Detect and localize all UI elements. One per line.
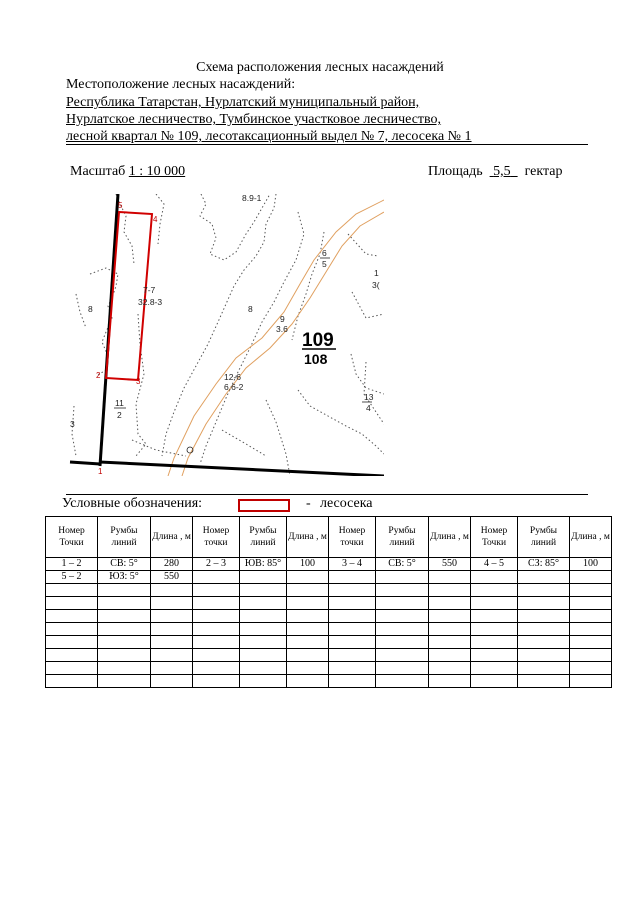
table-cell (429, 649, 471, 662)
table-cell (46, 649, 98, 662)
table-cell (429, 571, 471, 584)
table-cell (570, 623, 612, 636)
table-cell (570, 649, 612, 662)
table-cell (518, 623, 570, 636)
table-body (46, 558, 612, 688)
table-cell (46, 623, 98, 636)
table-cell (98, 597, 151, 610)
table-row (46, 623, 612, 636)
points-table (45, 516, 612, 688)
label-mid-8: 8 (248, 304, 253, 314)
table-cell (193, 584, 240, 597)
table-cell (240, 662, 287, 675)
label-13: 13 (364, 392, 374, 402)
table-cell (287, 610, 329, 623)
table-cell (151, 636, 193, 649)
table-cell (287, 597, 329, 610)
table-cell (518, 649, 570, 662)
table-cell (287, 649, 329, 662)
plot-outline (106, 212, 152, 380)
table-cell (518, 675, 570, 688)
table-cell (376, 571, 429, 584)
table-row (46, 636, 612, 649)
location-heading: Местоположение лесных насаждений: (66, 77, 296, 92)
label-plot-2: 32.8-3 (138, 297, 163, 307)
table-cell (98, 584, 151, 597)
table-cell (376, 636, 429, 649)
table-cell: 100 (287, 558, 329, 571)
table-cell (376, 675, 429, 688)
table-cell (429, 636, 471, 649)
table-cell (570, 571, 612, 584)
area-label: Площадь (428, 164, 483, 179)
table-cell (429, 610, 471, 623)
table-cell (98, 662, 151, 675)
table-cell (240, 649, 287, 662)
table-cell: СВ: 5° (98, 558, 151, 571)
table-cell (376, 623, 429, 636)
legend-dash: - (306, 496, 311, 511)
table-cell (429, 675, 471, 688)
location-line-2: Нурлатское лесничество, Тумбинское участковое лесничество, (66, 112, 442, 127)
table-cell: 4 – 5 (471, 558, 518, 571)
table-row (46, 571, 612, 584)
table-cell (471, 649, 518, 662)
table-cell (329, 597, 376, 610)
table-cell (240, 597, 287, 610)
label-r1: 1 (374, 268, 379, 278)
table-header-cell: Длина , м (429, 517, 471, 558)
table-cell (46, 584, 98, 597)
table-row (46, 558, 612, 571)
table-row (46, 584, 612, 597)
table-cell (98, 649, 151, 662)
table-cell (518, 636, 570, 649)
point-5: 5 (118, 201, 123, 210)
table-cell (193, 610, 240, 623)
table-cell (240, 584, 287, 597)
table-cell (471, 675, 518, 688)
label-2: 2 (117, 410, 122, 420)
road-lines (168, 200, 384, 476)
area-info (428, 164, 563, 180)
forest-plot-map (66, 194, 384, 476)
table-header-cell: Румбы линий (240, 517, 287, 558)
table-cell (193, 636, 240, 649)
label-top: 8.9-1 (242, 194, 262, 203)
table-cell (570, 662, 612, 675)
header-separator (66, 144, 588, 145)
table-cell: 5 – 2 (46, 571, 98, 584)
table-cell (376, 597, 429, 610)
table-cell (287, 662, 329, 675)
legend-plot-symbol (238, 499, 290, 512)
table-cell (471, 636, 518, 649)
table-cell (570, 636, 612, 649)
table-cell (151, 597, 193, 610)
forest-boundaries (72, 194, 384, 476)
table-cell (151, 610, 193, 623)
table-cell (151, 662, 193, 675)
table-cell (287, 675, 329, 688)
table-cell (287, 636, 329, 649)
table-cell (98, 610, 151, 623)
table-cell (471, 623, 518, 636)
table-cell (518, 662, 570, 675)
label-plot: 7-7 (143, 285, 156, 295)
table-header-cell: Румбы линий (98, 517, 151, 558)
point-3: 3 (136, 377, 141, 386)
table-cell: ЮЗ: 5° (98, 571, 151, 584)
table-cell (193, 675, 240, 688)
table-header-cell: Номер точки (329, 517, 376, 558)
table-cell (240, 623, 287, 636)
table-header-cell: Номер точки (193, 517, 240, 558)
label-left-8: 8 (88, 304, 93, 314)
legend-text: лесосека (320, 496, 373, 511)
table-cell (329, 636, 376, 649)
table-cell (151, 584, 193, 597)
table-cell (329, 675, 376, 688)
table-cell (287, 584, 329, 597)
table-header-cell: Номер Точки (46, 517, 98, 558)
table-header-cell: Длина , м (151, 517, 193, 558)
table-cell: 3 – 4 (329, 558, 376, 571)
table-cell (518, 610, 570, 623)
table-cell (46, 675, 98, 688)
table-cell (329, 584, 376, 597)
label-4: 4 (366, 403, 371, 413)
table-row (46, 610, 612, 623)
label-5: 5 (322, 259, 327, 269)
table-cell (429, 662, 471, 675)
table-row (46, 649, 612, 662)
quarter-number: 109 (302, 330, 334, 351)
table-cell (376, 649, 429, 662)
table-cell (240, 675, 287, 688)
quarter-neighbor: 108 (304, 351, 328, 367)
table-cell (46, 597, 98, 610)
table-cell (98, 675, 151, 688)
point-2: 2 (96, 371, 101, 380)
label-9: 9 (280, 314, 285, 324)
table-cell (570, 675, 612, 688)
table-cell (329, 610, 376, 623)
point-1: 1 (98, 467, 103, 476)
table-cell (240, 571, 287, 584)
table-cell (240, 610, 287, 623)
label-6: 6 (322, 248, 327, 258)
area-value: 5,5 (493, 164, 511, 179)
table-cell (287, 623, 329, 636)
table-cell (193, 662, 240, 675)
table-cell (287, 571, 329, 584)
location-line-1: Республика Татарстан, Нурлатский муниципальный район, (66, 95, 420, 110)
table-cell (240, 636, 287, 649)
table-row (46, 662, 612, 675)
table-cell (471, 610, 518, 623)
table-cell (471, 584, 518, 597)
table-cell (98, 623, 151, 636)
table-cell (518, 584, 570, 597)
table-cell (471, 571, 518, 584)
location-line-3: лесной квартал № 109, лесотаксационный выдел № 7, лесосека № 1 (66, 129, 472, 144)
table-cell: 550 (151, 571, 193, 584)
table-header-cell: Длина , м (287, 517, 329, 558)
table-cell (151, 649, 193, 662)
table-cell (376, 662, 429, 675)
table-cell (471, 662, 518, 675)
document-title: Схема расположения лесных насаждений (196, 60, 444, 75)
area-unit: гектар (524, 164, 563, 179)
table-cell (329, 623, 376, 636)
table-cell (193, 649, 240, 662)
table-cell: 550 (429, 558, 471, 571)
table-row (46, 675, 612, 688)
table-cell (151, 623, 193, 636)
map-bottom-line (66, 494, 588, 495)
map-svg (66, 194, 384, 476)
table-cell (429, 584, 471, 597)
table-cell (570, 597, 612, 610)
table-header-row (46, 517, 612, 558)
table-cell: 100 (570, 558, 612, 571)
table-cell (98, 636, 151, 649)
table-row (46, 597, 612, 610)
table-cell: 280 (151, 558, 193, 571)
table-header-cell: Длина , м (570, 517, 612, 558)
table-cell (46, 636, 98, 649)
table-cell (329, 662, 376, 675)
table-cell: 2 – 3 (193, 558, 240, 571)
table-cell (429, 623, 471, 636)
table-cell (329, 649, 376, 662)
table-cell (193, 623, 240, 636)
table-cell (518, 571, 570, 584)
table-cell: СЗ: 85° (518, 558, 570, 571)
point-4: 4 (153, 215, 158, 224)
table-cell (518, 597, 570, 610)
table-cell (193, 597, 240, 610)
table-header-cell: Румбы линий (518, 517, 570, 558)
label-12-6: 12-6 (224, 372, 242, 382)
label-6-6-2: 6.6-2 (224, 382, 244, 392)
table-cell (193, 571, 240, 584)
label-r3: 3( (372, 280, 380, 290)
table-cell (471, 597, 518, 610)
legend-label: Условные обозначения: (62, 496, 203, 511)
scale-value: 1 : 10 000 (128, 164, 186, 179)
label-3-6: 3.6 (276, 324, 288, 334)
table-cell (570, 584, 612, 597)
table-header-cell: Номер Точки (471, 517, 518, 558)
table-cell (46, 662, 98, 675)
label-left-3: 3 (70, 419, 75, 429)
table-cell (429, 597, 471, 610)
table-cell: 1 – 2 (46, 558, 98, 571)
table-cell (376, 610, 429, 623)
table-cell: СВ: 5° (376, 558, 429, 571)
table-cell: ЮВ: 85° (240, 558, 287, 571)
label-11: 11 (115, 398, 124, 408)
table-cell (151, 675, 193, 688)
table-cell (46, 610, 98, 623)
scale-label: Масштаб (70, 164, 126, 179)
table-cell (329, 571, 376, 584)
table-cell (376, 584, 429, 597)
table-cell (570, 610, 612, 623)
table-header-cell: Румбы линий (376, 517, 429, 558)
scale-info (70, 164, 185, 180)
